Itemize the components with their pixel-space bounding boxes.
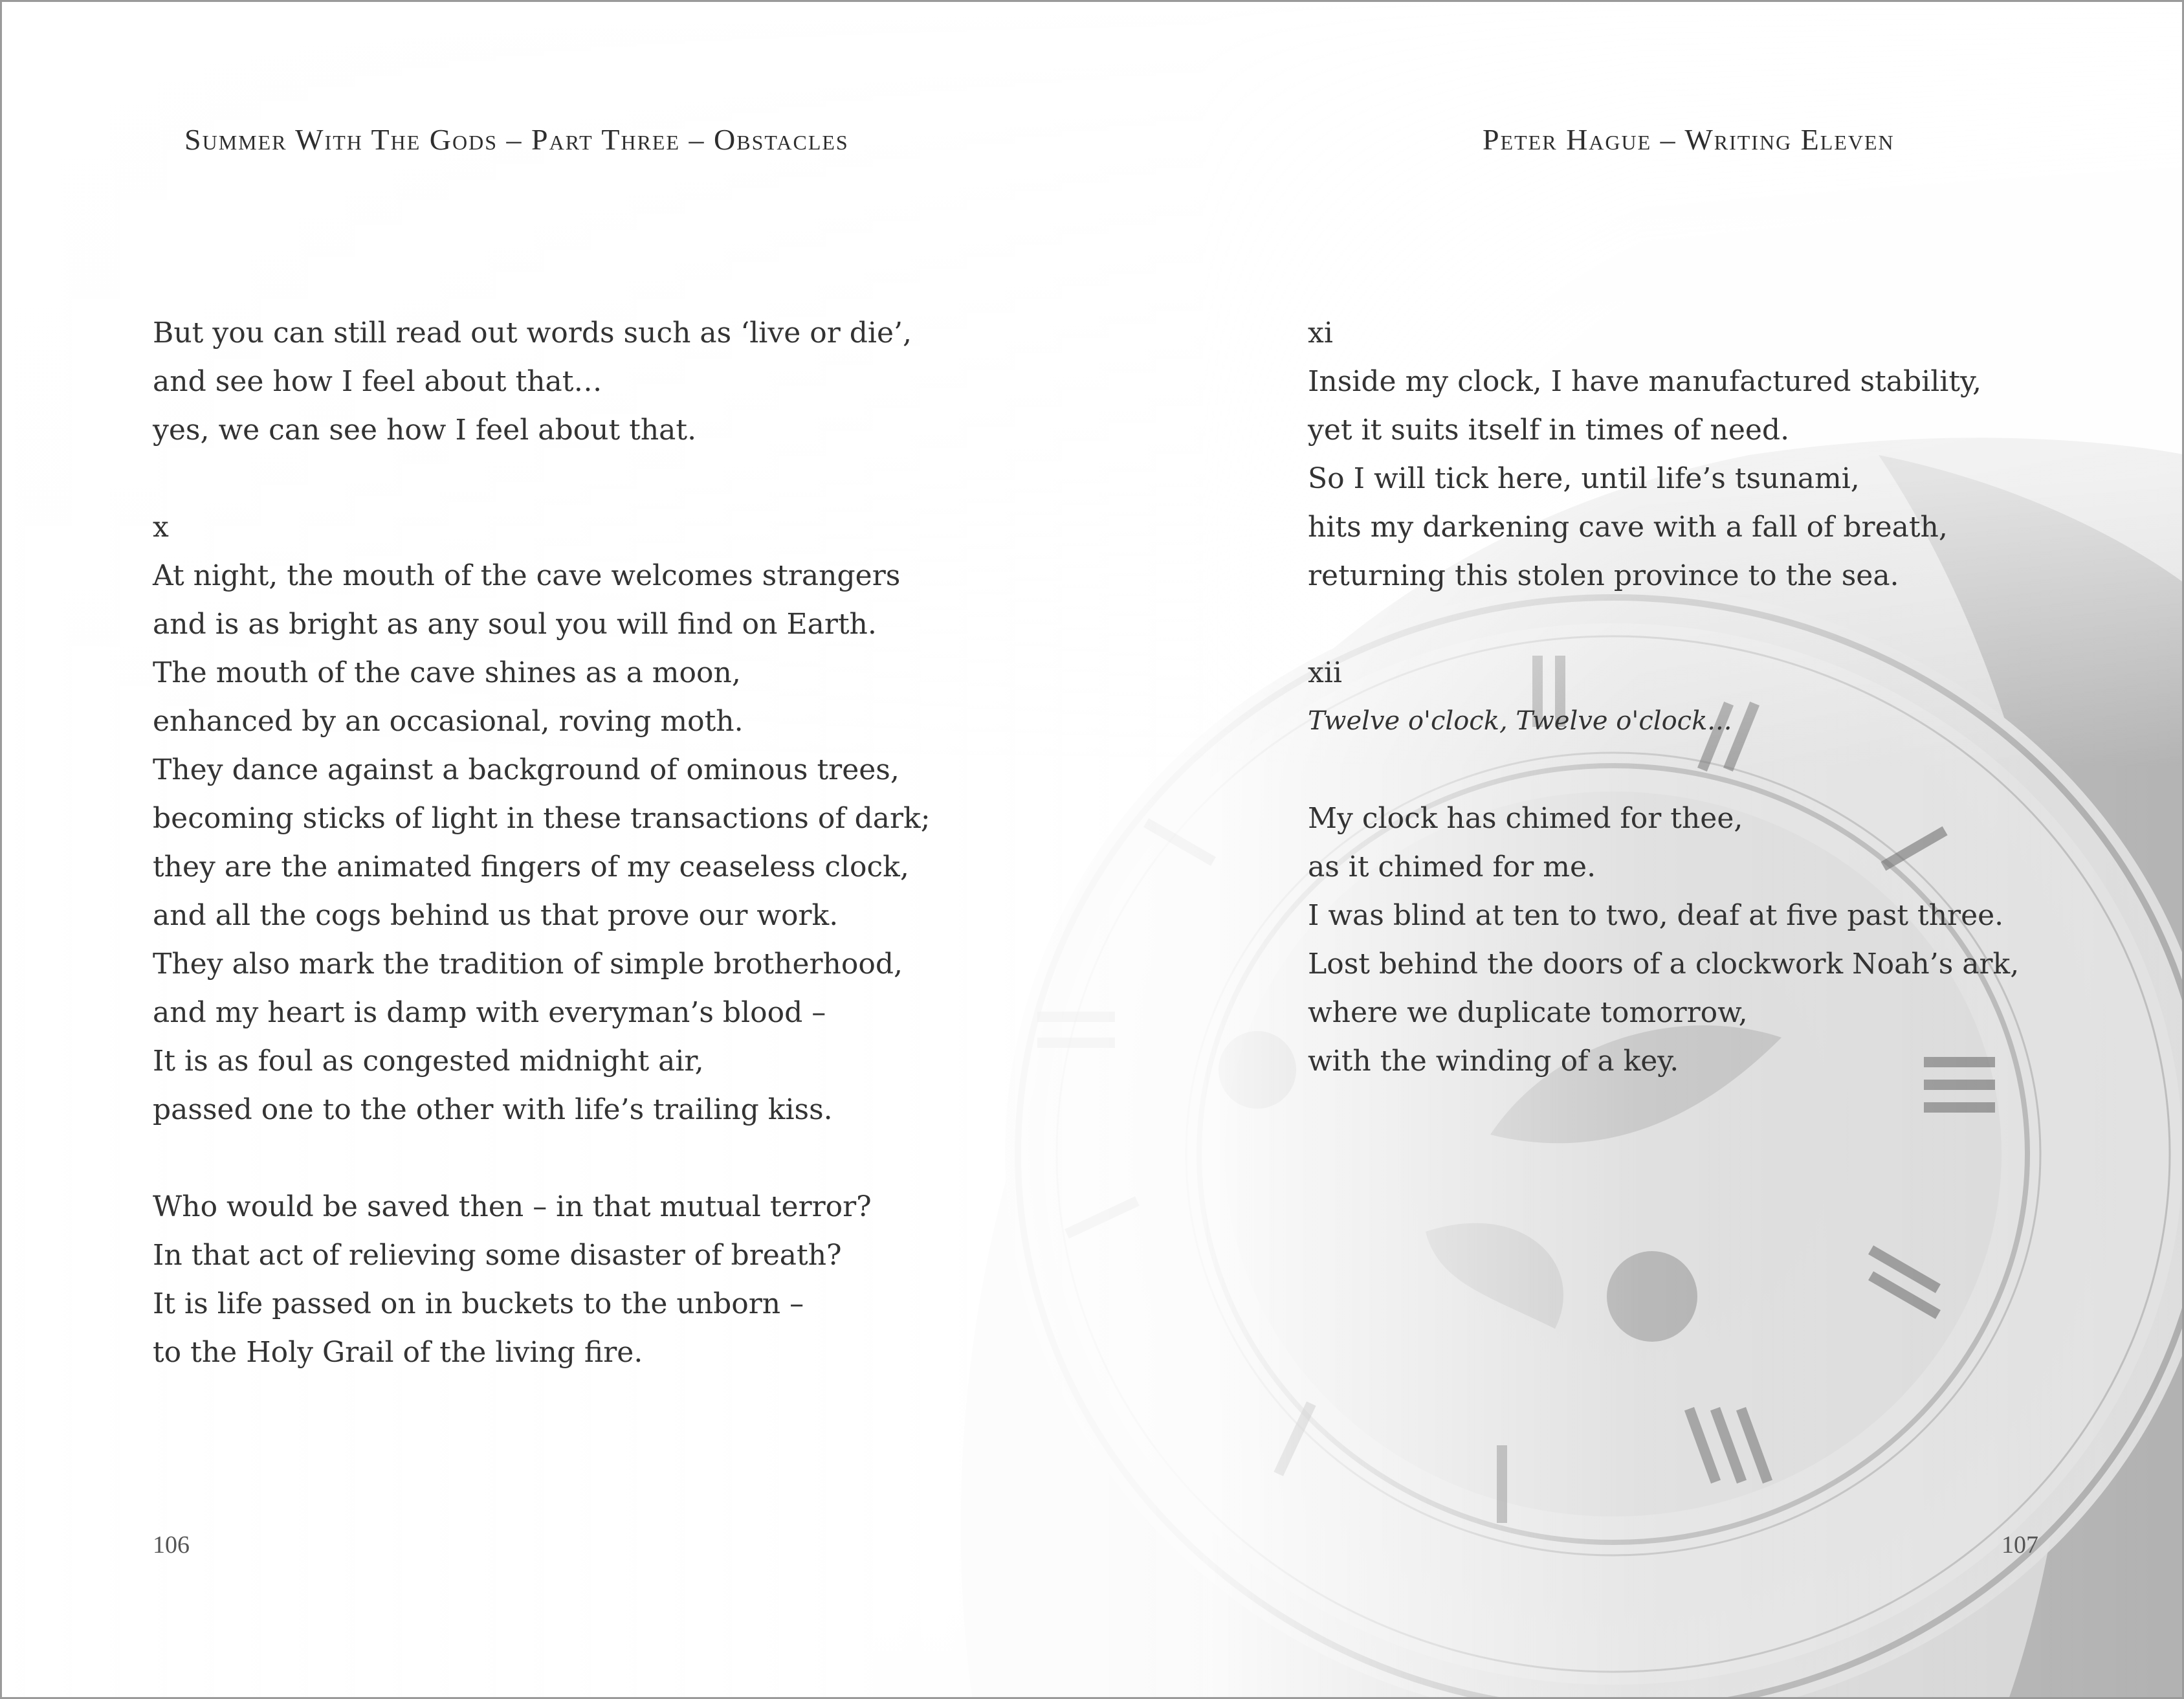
poem-line: Who would be saved then – in that mutual terror? (153, 1190, 872, 1223)
page-number-right: 107 (2002, 1531, 2038, 1559)
poem-line: The mouth of the cave shines as a moon, (153, 656, 741, 689)
poem-line: They also mark the tradition of simple brotherhood, (153, 948, 903, 981)
poem-line: They dance against a background of ominous trees, (153, 753, 899, 786)
poem-line: where we duplicate tomorrow, (1308, 996, 1748, 1029)
poem-line: So I will tick here, until life’s tsunami, (1308, 462, 1860, 495)
poem-line: and all the cogs behind us that prove our work. (153, 899, 839, 932)
poem-line: becoming sticks of light in these transactions of dark; (153, 802, 931, 835)
poem-line: Inside my clock, I have manufactured stability, (1308, 365, 1982, 398)
section-number: xi (1308, 316, 1333, 350)
poem-line: as it chimed for me. (1308, 850, 1596, 883)
poem-line: yes, we can see how I feel about that. (153, 414, 697, 447)
poem-line: they are the animated fingers of my ceaseless clock, (153, 850, 909, 883)
poem-line: Lost behind the doors of a clockwork Noah’s ark, (1308, 948, 2020, 981)
poem-line: But you can still read out words such as ‘live or die’, (153, 316, 912, 350)
section-number: x (153, 511, 169, 544)
poem-line: yet it suits itself in times of need. (1308, 414, 1790, 447)
poem-line: My clock has chimed for thee, (1308, 802, 1743, 835)
running-head-left: Summer With The Gods – Part Three – Obstacles (184, 123, 849, 156)
poem-line: to the Holy Grail of the living fire. (153, 1336, 643, 1369)
poem-line: enhanced by an occasional, roving moth. (153, 705, 744, 738)
running-head-right: Peter Hague – Writing Eleven (1483, 123, 1895, 156)
poem-line: and is as bright as any soul you will find on Earth. (153, 608, 877, 641)
poem-line: and my heart is damp with everyman’s blood – (153, 996, 826, 1029)
poem-line: At night, the mouth of the cave welcomes strangers (153, 559, 901, 592)
poem-line: and see how I feel about that… (153, 365, 602, 398)
epigraph: Twelve o'clock, Twelve o'clock... (1308, 706, 1732, 736)
poem-line: I was blind at ten to two, deaf at five past three. (1308, 899, 2004, 932)
poem-line: with the winding of a key. (1308, 1045, 1679, 1078)
page-number-left: 106 (153, 1531, 190, 1559)
poem-line: passed one to the other with life’s trailing kiss. (153, 1093, 833, 1126)
poem-line: returning this stolen province to the sea. (1308, 559, 1899, 592)
poem-line: In that act of relieving some disaster of breath? (153, 1239, 842, 1272)
left-page-poem (153, 309, 929, 1377)
poem-line: hits my darkening cave with a fall of breath, (1308, 511, 1948, 544)
poem-line: It is life passed on in buckets to the unborn – (153, 1287, 804, 1320)
section-number: xii (1308, 656, 1342, 689)
poem-line: It is as foul as congested midnight air, (153, 1045, 704, 1078)
right-page-poem (1308, 309, 2020, 1085)
